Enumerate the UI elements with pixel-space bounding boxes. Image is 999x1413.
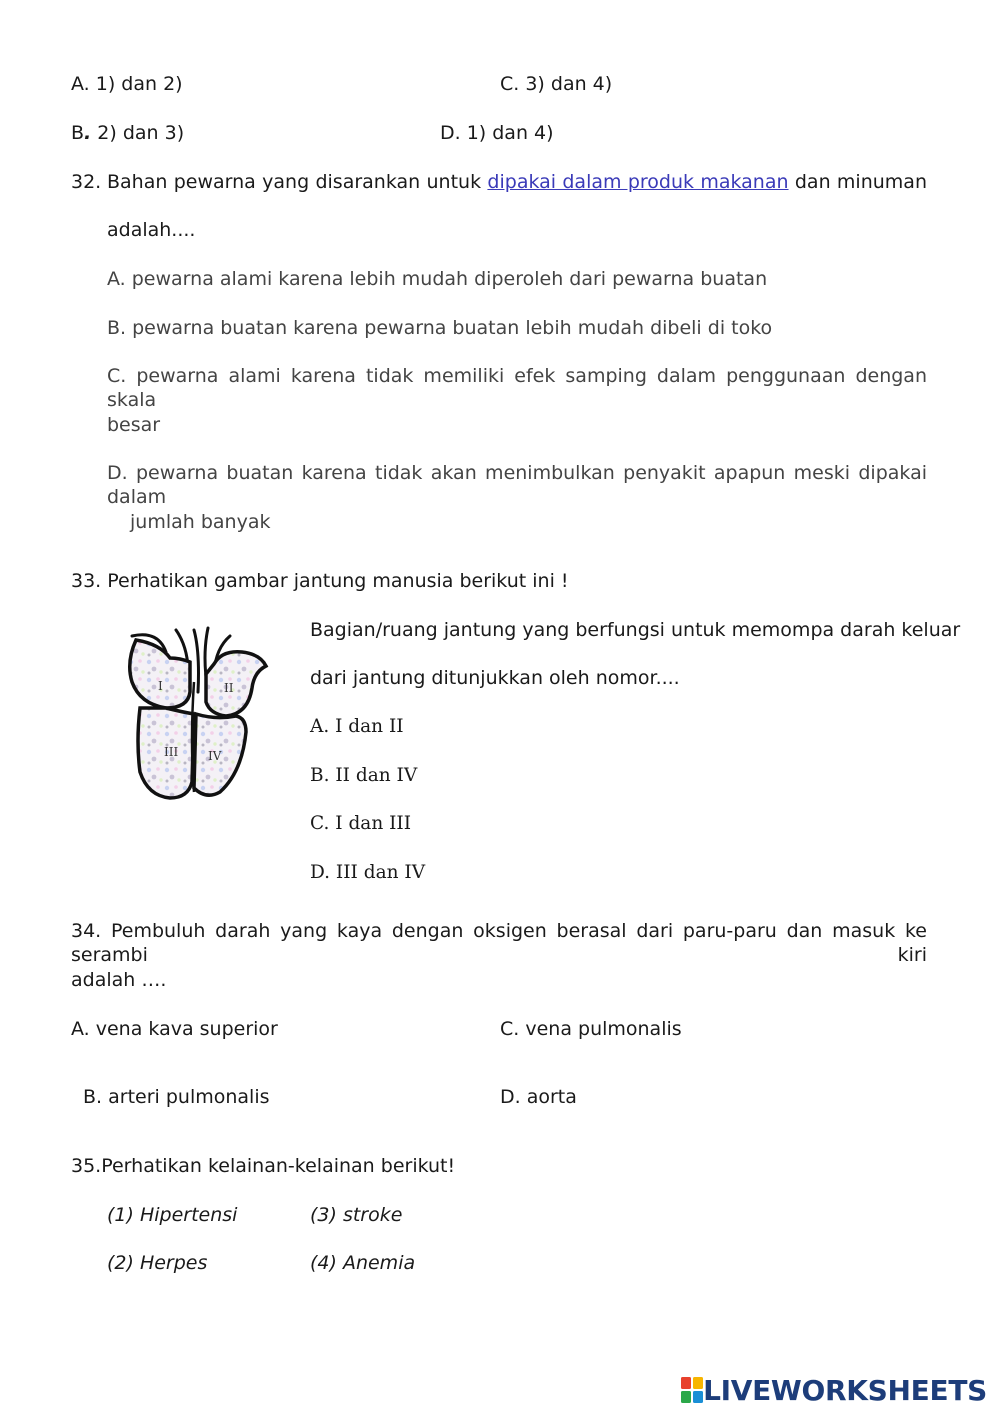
q35-item-2: (2) Herpes: [107, 1252, 208, 1274]
heart-chamber-I: [130, 640, 190, 708]
q35-title: 35.Perhatikan kelainan-kelainan berikut!: [71, 1155, 456, 1177]
q31-option-b-letter: B: [71, 122, 85, 144]
q33-title: 33. Perhatikan gambar jantung manusia berikut ini !: [71, 570, 569, 592]
q32-question-line2: adalah....: [107, 219, 196, 241]
q33-option-c: C. I dan III: [310, 813, 412, 834]
q31-option-b-text: 2) dan 3): [91, 122, 185, 144]
q32-option-c-line1: C. pewarna alami karena tidak memiliki efek samping dalam penggunaan dengan skala: [107, 365, 927, 411]
q34-option-c: C. vena pulmonalis: [500, 1018, 682, 1040]
q34-question-line1: 34. Pembuluh darah yang kaya dengan oksigen berasal dari paru-paru dan masuk ke serambi kiri: [71, 920, 927, 966]
q31-option-b-dot: .: [84, 122, 92, 144]
q33-option-a: A. I dan II: [310, 716, 404, 737]
q32-number: 32.: [71, 171, 102, 193]
q35-item-1: (1) Hipertensi: [107, 1204, 238, 1226]
heart-label-IV: IV: [208, 749, 222, 763]
q32-question-post: dan minuman: [794, 171, 927, 193]
q31-option-b: [71, 121, 184, 145]
liveworksheets-logo: [681, 1373, 987, 1407]
q32-option-d-line1: D. pewarna buatan karena tidak akan menimbulkan penyakit apapun meski dipakai dalam: [107, 462, 927, 508]
q35-item-4: (4) Anemia: [310, 1252, 416, 1274]
q31-option-d: D. 1) dan 4): [440, 122, 554, 144]
q33-option-d: D. III dan IV: [310, 862, 426, 883]
liveworksheets-brand: LIVEWORKSHEETS: [703, 1373, 987, 1407]
q33-question-line2: dari jantung ditunjukkan oleh nomor....: [310, 667, 680, 689]
q34-option-d: D. aorta: [500, 1086, 577, 1108]
q34-question-line2: adalah ….: [71, 969, 167, 991]
q32-option-c-line2: besar: [107, 414, 161, 436]
q33-option-b: B. II dan IV: [310, 765, 418, 786]
q35-item-3: (3) stroke: [310, 1204, 403, 1226]
heart-label-II: II: [224, 681, 234, 695]
q34-option-b: B. arteri pulmonalis: [83, 1086, 270, 1108]
heart-diagram: [110, 622, 275, 804]
q32-question-link[interactable]: dipakai dalam produk makanan: [487, 171, 789, 193]
q32-option-b: B. pewarna buatan karena pewarna buatan lebih mudah dibeli di toko: [107, 317, 773, 339]
q32-question-pre: Bahan pewarna yang disarankan untuk: [107, 171, 482, 193]
heart-label-I: I: [158, 679, 163, 693]
q32-question-line1: [107, 170, 927, 194]
q31-option-a: A. 1) dan 2): [71, 73, 183, 95]
q33-question-line1: Bagian/ruang jantung yang berfungsi untuk memompa darah keluar: [310, 619, 961, 641]
q32-option-d-line2: jumlah banyak: [130, 511, 271, 533]
heart-chamber-II: [206, 652, 266, 716]
liveworksheets-logo-icon: [681, 1377, 703, 1403]
heart-label-III: III: [164, 745, 179, 759]
q32-option-a: A. pewarna alami karena lebih mudah diperoleh dari pewarna buatan: [107, 268, 768, 290]
q31-option-c: C. 3) dan 4): [500, 73, 613, 95]
q34-option-a: A. vena kava superior: [71, 1018, 278, 1040]
